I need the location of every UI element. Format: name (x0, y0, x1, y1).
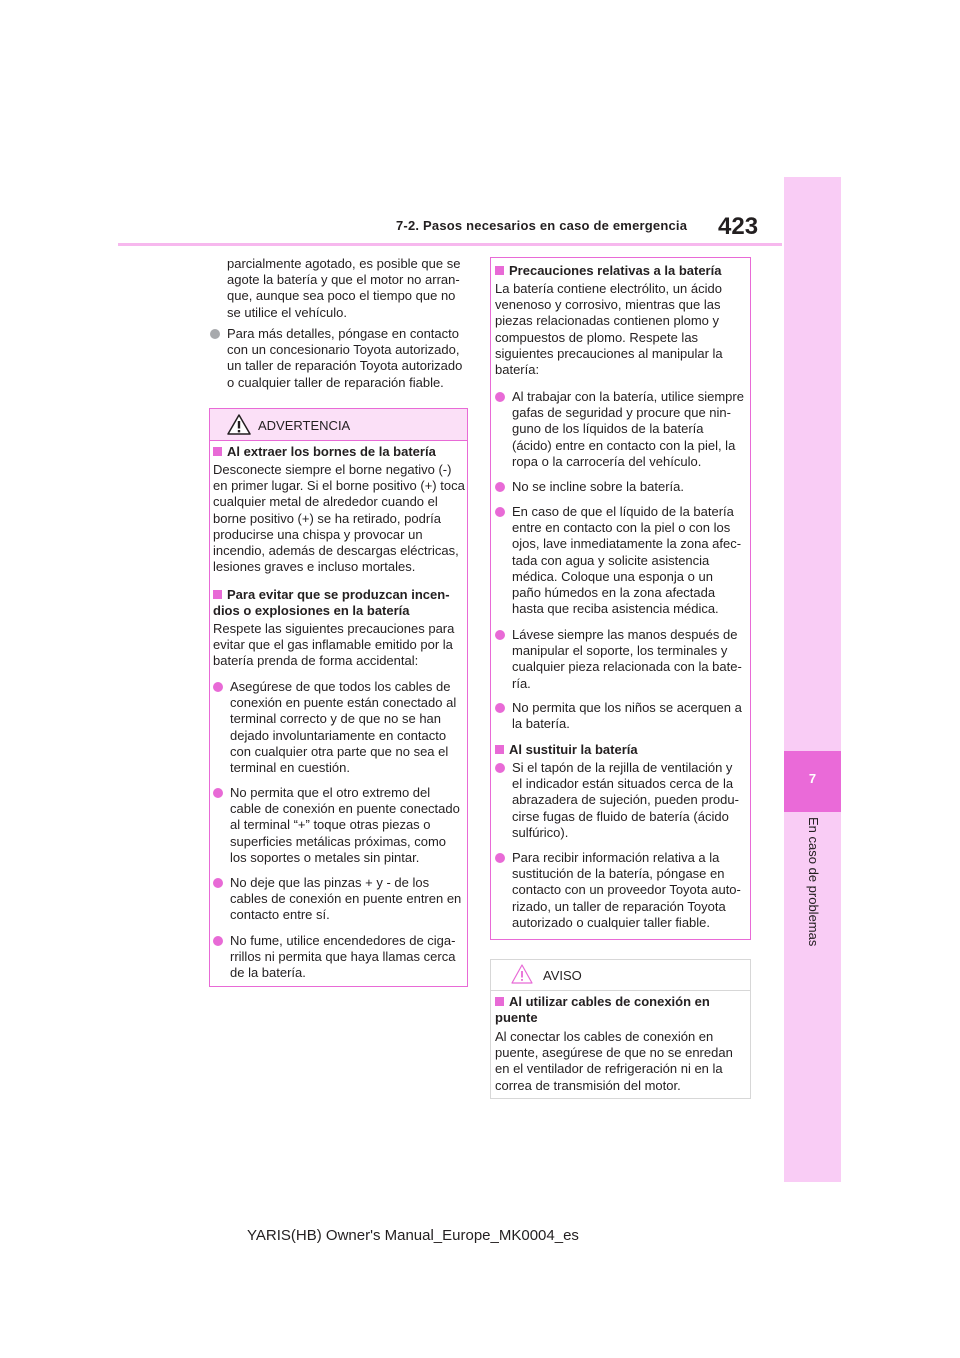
warning-section-text: Desconecte siempre el borne negativo (-) en primer lugar. Si el borne positivo (+) toca cualquier metal de alrededor cuando el borne positivo (+) se ha retirado, podría producirse una chispa y provocar un incendio, además de descargas eléctricas, lesiones graves e incluso mortales. (213, 462, 465, 575)
square-bullet-icon (495, 997, 504, 1006)
list-item (495, 389, 745, 470)
list-item (210, 326, 472, 391)
list-item (495, 700, 745, 732)
list-item (213, 933, 463, 982)
list-item (213, 679, 463, 776)
bullet-icon (495, 703, 505, 713)
bullet-text: Asegúrese de que todos los cables de conexión en puente están conectado al terminal correcto y de que no se han dejado involuntariamente en contacto con cualquier otra parte que no sea el terminal en cuestión. (230, 679, 457, 776)
bullet-icon (495, 853, 505, 863)
warning-continued-box (490, 257, 751, 940)
footer-manual-id: YARIS(HB) Owner's Manual_Europe_MK0004_es (247, 1227, 579, 1244)
bullet-icon (495, 630, 505, 640)
page-number: 423 (718, 213, 759, 240)
section-title: 7-2. Pasos necesarios en caso de emergencia (396, 218, 688, 233)
chapter-number: 7 (808, 771, 817, 786)
notice-box (490, 959, 751, 1099)
continued-paragraph: parcialmente agotado, es posible que se agote la batería y que el motor no arran-que, aunque sea poco el tiempo que no se utilice el vehículo. (227, 256, 461, 320)
bullet-text: Lávese siempre las manos después de manipular el soporte, los terminales y cualquier pieza relacionada con la bate-ría. (512, 627, 742, 691)
chapter-side-tab (784, 177, 841, 1182)
chapter-label: En caso de problemas (806, 817, 821, 947)
warning-section-heading: Al extraer los bornes de la batería (213, 444, 463, 460)
square-bullet-icon (213, 447, 222, 456)
list-item (213, 875, 463, 924)
list-item (495, 760, 745, 841)
square-bullet-icon (495, 266, 504, 275)
warning-header (210, 409, 467, 441)
square-bullet-icon (495, 745, 504, 754)
bullet-text: Al trabajar con la batería, utilice siempre gafas de seguridad y procure que nin-guno de los líquidos de la batería (ácido) entre en contacto con la piel, la ropa o la carrocería del vehículo. (512, 389, 744, 469)
bullet-icon (495, 392, 505, 402)
notice-heading: Al utilizar cables de conexión en puente (495, 994, 710, 1026)
warning-title: ADVERTENCIA (258, 418, 351, 433)
warning-section-text: Respete las siguientes precauciones para evitar que el gas inflamable emitido por la batería prenda de forma accidental: (213, 621, 455, 669)
list-item (495, 479, 745, 495)
bullet-icon (210, 329, 220, 339)
bullet-text: No permita que el otro extremo del cable de conexión en puente conectado al terminal “+” toque otras piezas o superficies metálicas próximas, como los soportes o metales sin pintar. (230, 785, 460, 865)
bullet-icon (213, 788, 223, 798)
chapter-number-box (784, 751, 841, 812)
bullet-text: No permita que los niños se acerquen a la batería. (512, 700, 742, 732)
caution-triangle-icon (511, 964, 533, 984)
bullet-icon (213, 878, 223, 888)
bullet-text: No fume, utilice encendedores de ciga-rrillos ni permita que haya llamas cerca de la batería. (230, 933, 456, 981)
bullet-icon (213, 682, 223, 692)
list-item (495, 504, 745, 617)
warning-box (209, 408, 468, 987)
bullet-text: Para más detalles, póngase en contacto con un concesionario Toyota autorizado, un taller de reparación Toyota autorizado o cualquier taller de reparación fiable. (227, 326, 463, 390)
warning-section-text: La batería contiene electrólito, un ácido venenoso y corrosivo, mientras que las piezas relacionadas contienen plomo y compuestos de plomo. Respete las siguientes precauciones al manipular la batería: (495, 281, 723, 378)
bullet-text: Si el tapón de la rejilla de ventilación y el indicador están situados cerca de la abrazadera de sujeción, pueden produ-cirse fugas de fluido de batería (ácido sulfúrico). (512, 760, 739, 840)
warning-section-heading: Para evitar que se produzcan incen-dios o explosiones en la batería (213, 587, 450, 619)
bullet-icon (495, 482, 505, 492)
bullet-icon (213, 936, 223, 946)
notice-text: Al conectar los cables de conexión en puente, asegúrese de que no se enredan en el ventilador de refrigeración ni en la correa de transmisión del motor. (495, 1029, 733, 1093)
bullet-text: No se incline sobre la batería. (512, 479, 684, 494)
bullet-icon (495, 763, 505, 773)
list-item (495, 850, 745, 931)
square-bullet-icon (213, 590, 222, 599)
bullet-text: No deje que las pinzas + y - de los cables de conexión en puente entren en contacto entre sí. (230, 875, 462, 923)
bullet-text: En caso de que el líquido de la batería entre en contacto con la piel o con los ojos, lave inmediatamente la zona afec-tada con agua y solicite asistencia médica. Coloque una esponja o un paño húmedos en la zona afectada hasta que reciba asistencia médica. (512, 504, 742, 617)
warning-section-heading: Al sustituir la batería (495, 742, 747, 758)
notice-title: AVISO (543, 968, 582, 983)
header-divider (118, 243, 782, 246)
bullet-text: Para recibir información relativa a la sustitución de la batería, póngase en contacto con un proveedor Toyota auto-rizado, un taller de reparación Toyota autorizado o cualquier taller fiable. (512, 850, 741, 930)
bullet-icon (495, 507, 505, 517)
notice-header (491, 960, 750, 991)
warning-triangle-icon (227, 414, 251, 435)
list-item (495, 627, 745, 692)
list-item (213, 785, 463, 866)
warning-section-heading: Precauciones relativas a la batería (495, 263, 747, 279)
